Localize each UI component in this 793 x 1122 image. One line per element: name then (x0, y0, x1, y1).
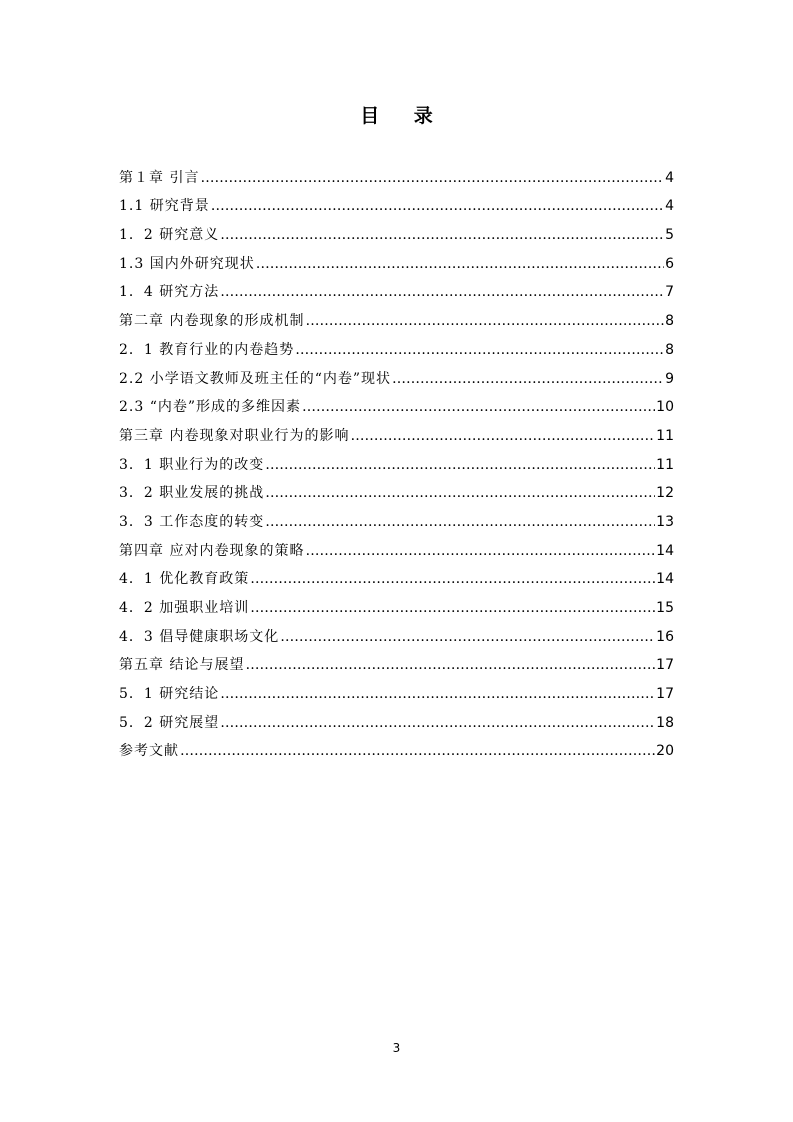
toc-dot-leader (265, 512, 655, 532)
toc-entry-text: 第二章 内卷现象的形成机制 (119, 313, 305, 330)
toc-dot-leader (245, 655, 655, 675)
page-number: 3 (392, 1041, 401, 1055)
toc-dot-leader (392, 369, 664, 389)
toc-entry-page: 18 (656, 714, 674, 731)
toc-entry-chapter-5[interactable] (119, 647, 674, 676)
toc-entry-text: 第１章 引言 (119, 169, 200, 186)
toc-dot-leader (350, 426, 655, 446)
toc-dot-leader (211, 196, 664, 216)
toc-entry-4-2[interactable] (119, 589, 674, 618)
toc-entry-text: 1.3 国内外研究现状 (119, 255, 255, 272)
toc-dot-leader (220, 225, 664, 245)
toc-entry-page: 4 (665, 169, 674, 186)
toc-dot-leader (256, 254, 664, 274)
toc-entry-chapter-3[interactable] (119, 417, 674, 446)
toc-dot-leader (280, 627, 655, 647)
toc-entry-text: 2.2 小学语文教师及班主任的“内卷”现状 (119, 370, 392, 387)
toc-entry-text: 3．2 职业发展的挑战 (119, 485, 265, 502)
toc-entry-page: 17 (656, 657, 674, 674)
toc-entry-4-3[interactable] (119, 618, 674, 647)
toc-entry-page: 10 (656, 399, 674, 416)
toc-entry-text: 4．2 加强职业培训 (119, 600, 250, 616)
toc-entry-text: 第四章 应对内卷现象的策略 (119, 542, 305, 559)
toc-entry-page: 16 (656, 628, 674, 645)
toc-dot-leader (305, 541, 655, 561)
toc-entry-text: 4．3 倡导健康职场文化 (119, 628, 280, 645)
toc-entry-page: 6 (665, 255, 674, 272)
toc-entry-2-3[interactable] (119, 389, 674, 418)
toc-entry-text: 5．1 研究结论 (119, 686, 220, 703)
toc-entry-5-1[interactable] (119, 675, 674, 704)
toc-entry-text: 1．2 研究意义 (119, 227, 220, 244)
toc-entry-page: 12 (656, 485, 674, 502)
toc-entry-page: 20 (656, 743, 674, 760)
toc-entry-text: 2.3 “内卷”形成的多维因素 (119, 399, 302, 416)
toc-entry-page: 13 (656, 513, 674, 530)
toc-entry-5-2[interactable] (119, 704, 674, 733)
toc-dot-leader (305, 311, 664, 331)
toc-dot-leader (200, 168, 664, 188)
toc-entry-chapter-2[interactable] (119, 302, 674, 331)
toc-entry-page: 11 (656, 427, 674, 444)
toc-entry-chapter-1[interactable] (119, 159, 674, 188)
toc-entry-page: 8 (665, 313, 674, 330)
toc-dot-leader (180, 741, 655, 761)
toc-entry-page: 14 (656, 542, 674, 559)
toc-entry-page: 14 (656, 571, 674, 588)
toc-entry-text: 3．3 工作态度的转变 (119, 513, 265, 530)
toc-entry-page: 17 (656, 686, 674, 703)
toc-entry-text: 2．1 教育行业的内卷趋势 (119, 341, 295, 358)
toc-entry-2-2[interactable] (119, 360, 674, 389)
toc-entry-1-2[interactable] (119, 216, 674, 245)
toc-entry-text: 1．4 研究方法 (119, 284, 220, 301)
toc-entry-page: 15 (656, 600, 674, 616)
toc-dot-leader (220, 684, 655, 704)
toc-entry-2-1[interactable] (119, 331, 674, 360)
toc-dot-leader (265, 455, 655, 475)
toc-title: 目 录 (360, 105, 447, 127)
toc-entry-page: 7 (665, 284, 674, 301)
toc-entry-page: 11 (656, 456, 674, 473)
toc-dot-leader (220, 282, 664, 302)
toc-dot-leader (265, 483, 655, 503)
toc-list (119, 159, 674, 761)
toc-entry-text: 4．1 优化教育政策 (119, 571, 250, 588)
toc-entry-3-3[interactable] (119, 503, 674, 532)
toc-entry-text: 参考文献 (119, 743, 179, 760)
toc-entry-chapter-4[interactable] (119, 532, 674, 561)
toc-entry-text: 1.1 研究背景 (119, 198, 210, 215)
toc-entry-text: 3．1 职业行为的改变 (119, 456, 265, 473)
toc-entry-1-1[interactable] (119, 188, 674, 217)
toc-dot-leader (220, 713, 655, 733)
toc-entry-page: 4 (665, 198, 674, 215)
toc-entry-page: 8 (665, 341, 674, 358)
toc-entry-3-1[interactable] (119, 446, 674, 475)
toc-dot-leader (295, 340, 664, 360)
toc-entry-text: 第五章 结论与展望 (119, 657, 245, 674)
toc-entry-4-1[interactable] (119, 561, 674, 590)
toc-dot-leader (250, 569, 655, 589)
toc-entry-1-3[interactable] (119, 245, 674, 274)
toc-entry-3-2[interactable] (119, 475, 674, 504)
toc-entry-1-4[interactable] (119, 274, 674, 303)
toc-entry-text: 第三章 内卷现象对职业行为的影响 (119, 427, 350, 444)
toc-entry-page: 9 (665, 370, 674, 387)
toc-entry-page: 5 (665, 227, 674, 244)
toc-dot-leader (302, 397, 655, 417)
toc-entry-text: 5．2 研究展望 (119, 714, 220, 731)
toc-entry-references[interactable] (119, 733, 674, 762)
toc-dot-leader (250, 598, 655, 618)
